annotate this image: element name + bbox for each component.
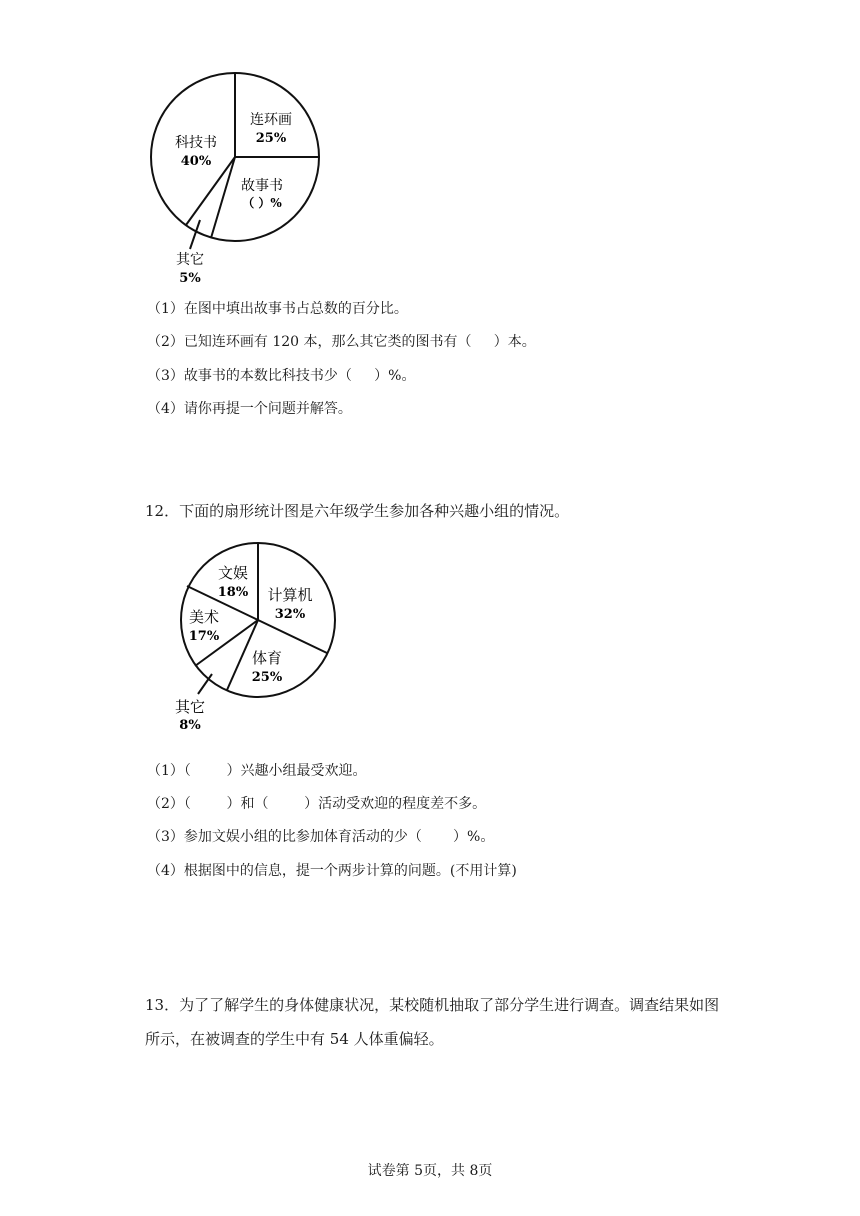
- pie1-label-story: 故事书: [241, 178, 283, 194]
- page-footer: 试卷第 5页，共 8页: [367, 1163, 493, 1179]
- q11-part1: （1）在图中填出故事书占总数的百分比。: [147, 301, 408, 317]
- pie2-value-computer: 32%: [274, 607, 306, 622]
- pie1-value-story: （ ）%: [242, 196, 282, 210]
- q12-stem: 12．下面的扇形统计图是六年级学生参加各种兴趣小组的情况。: [145, 502, 570, 520]
- q12-part4: （4）根据图中的信息，提一个两步计算的问题。(不用计算): [147, 863, 517, 879]
- q11-part4: （4）请你再提一个问题并解答。: [147, 401, 352, 417]
- pie-chart-interest-groups: [170, 538, 340, 738]
- q11-part3: （3）故事书的本数比科技书少（ ）%。: [147, 368, 416, 384]
- pie1-label-comics: 连环画: [250, 112, 292, 128]
- q12-part1: （1）（ ）兴趣小组最受欢迎。: [147, 763, 367, 779]
- pie2-value-other: 8%: [179, 718, 201, 733]
- pie2-value-sports: 25%: [251, 670, 283, 685]
- pie2-label-art: 美术: [188, 608, 220, 626]
- q12-part3: （3）参加文娱小组的比参加体育活动的少（ ）%。: [147, 829, 495, 845]
- pie1-value-other: 5%: [179, 271, 201, 286]
- pie2-label-sports: 体育: [251, 649, 283, 667]
- q12-part2: （2）（ ）和（ ）活动受欢迎的程度差不多。: [147, 796, 487, 812]
- pie2-label-computer: 计算机: [267, 586, 313, 604]
- pie1-label-science: 科技书: [175, 135, 217, 151]
- pie1-label-other: 其它: [176, 252, 204, 268]
- pie2-value-entertainment: 18%: [217, 585, 249, 600]
- pie-chart-books: [140, 70, 340, 290]
- q11-part2: （2）已知连环画有 120 本，那么其它类的图书有（ ）本。: [147, 334, 536, 350]
- pie1-value-science: 40%: [180, 154, 212, 169]
- pie2-label-entertainment: 文娱: [217, 564, 249, 582]
- pie1-value-comics: 25%: [255, 131, 287, 146]
- pie2-value-art: 17%: [188, 629, 220, 644]
- pie2-label-other: 其它: [174, 698, 206, 716]
- q13-line1: 13．为了了解学生的身体健康状况，某校随机抽取了部分学生进行调查。调查结果如图: [145, 996, 720, 1014]
- q13-line2: 所示，在被调查的学生中有 54 人体重偏轻。: [145, 1030, 444, 1048]
